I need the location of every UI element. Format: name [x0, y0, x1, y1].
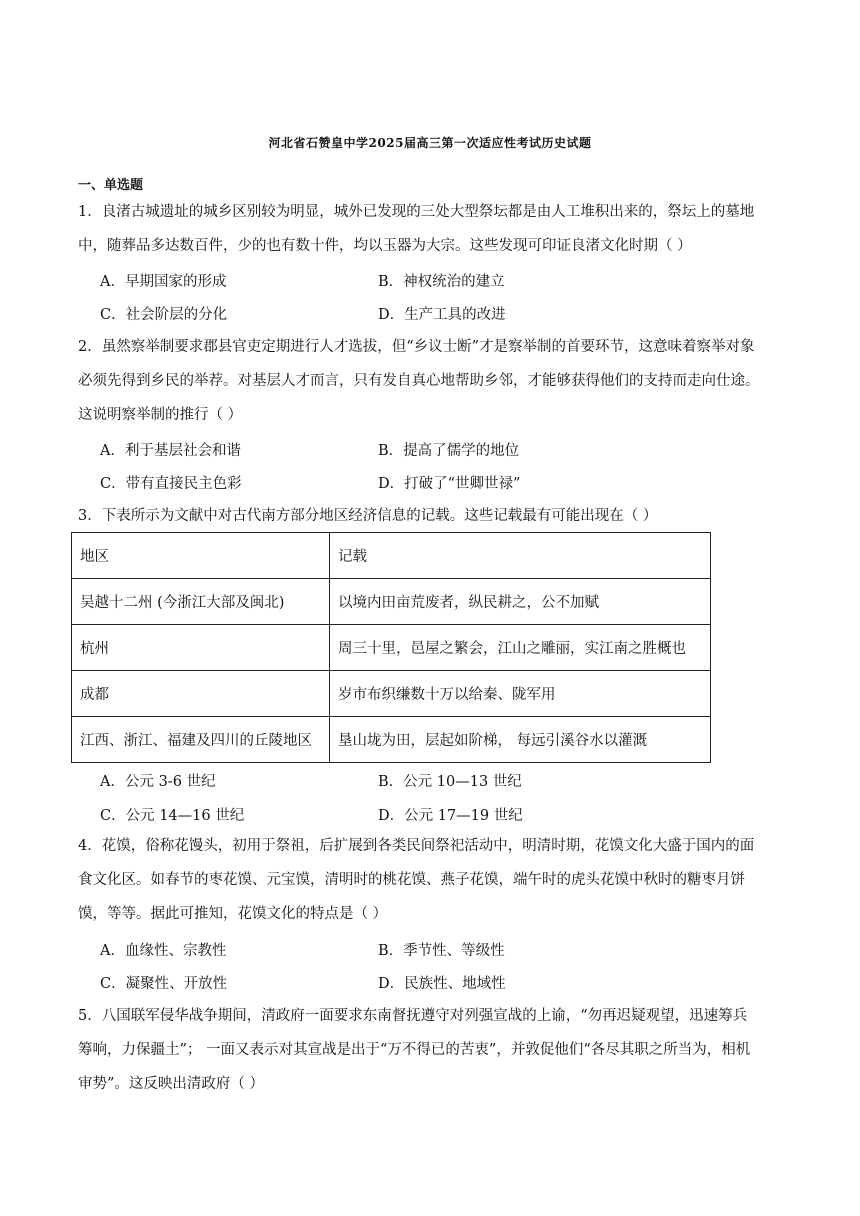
table-cell: 岁市布织缣数十万以给秦、陇军用: [330, 671, 711, 717]
table-header-cell: 记载: [330, 533, 711, 579]
question-3-option-b: B．公元 10—13 世纪: [378, 774, 522, 790]
question-2-option-a: A．利于基层社会和谐: [100, 443, 241, 459]
question-line: 筹响，力保疆土”； 一面又表示对其宣战是出于“万不得已的苦衷”，并敦促他们“各尽其职之所当为，相机: [78, 1042, 751, 1058]
table-row: [72, 717, 711, 763]
question-2-option-b: B．提高了儒学的地位: [378, 443, 520, 459]
table-header-cell: 地区: [72, 533, 330, 579]
table-cell: 以境内田亩荒废者，纵民耕之，公不加赋: [330, 579, 711, 625]
question-line: 这说明察举制的推行（ ）: [78, 407, 243, 423]
question-2-option-c: C．带有直接民主色彩: [100, 476, 242, 492]
table-row: [72, 671, 711, 717]
table-header-row: [72, 533, 711, 579]
table-cell: 周三十里，邑屋之繁会，江山之雕丽，实江南之胜概也: [330, 625, 711, 671]
question-line: 审势”。这反映出清政府（ ）: [78, 1076, 265, 1092]
question-4-option-d: D．民族性、地域性: [378, 976, 506, 992]
question-4-option-a: A．血缘性、宗教性: [100, 943, 227, 959]
question-4-option-b: B．季节性、等级性: [378, 943, 505, 959]
table-row: [72, 625, 711, 671]
question-line: 馍，等等。据此可推知，花馍文化的特点是（ ）: [78, 906, 388, 922]
table-cell: 江西、浙江、福建及四川的丘陵地区: [72, 717, 330, 763]
question-1-option-b: B．神权统治的建立: [378, 274, 505, 290]
question-1-stem: [78, 195, 790, 263]
page-title: 河北省石赞皇中学2025届高三第一次适应性考试历史试题: [268, 136, 592, 150]
table-cell: 吴越十二州 (今浙江大部及闽北): [72, 579, 330, 625]
question-line: 5．八国联军侵华战争期间，清政府一面要求东南督抚遵守对列强宣战的上谕，“勿再迟疑观望，迅速筹兵: [78, 1008, 748, 1024]
table-row: [72, 579, 711, 625]
question-1-option-d: D．生产工具的改进: [378, 307, 506, 323]
question-3-option-a: A．公元 3-6 世纪: [100, 774, 216, 790]
record-table: [71, 532, 711, 763]
section-heading: 一、单选题: [78, 178, 144, 193]
question-4-option-c: C．凝聚性、开放性: [100, 976, 228, 992]
question-1-option-a: A．早期国家的形成: [100, 274, 227, 290]
question-2-stem: [78, 330, 790, 432]
table-cell: 成都: [72, 671, 330, 717]
question-line: 必须先得到乡民的举荐。对基层人才而言，只有发自真心地帮助乡邻，才能够获得他们的支持而走向仕途。: [78, 373, 760, 389]
question-4-stem: [78, 829, 790, 931]
question-2-option-d: D．打破了“世卿世禄”: [378, 476, 521, 492]
question-line: 3．下表所示为文献中对古代南方部分地区经济信息的记载。这些记载最有可能出现在（ ）: [78, 508, 658, 524]
question-line: 食文化区。如春节的枣花馍、元宝馍，清明时的桃花馍、燕子花馍，端午时的虎头花馍中秋时的糖枣月饼: [78, 872, 745, 888]
table-cell: 杭州: [72, 625, 330, 671]
question-1-option-c: C．社会阶层的分化: [100, 307, 228, 323]
table-cell: 垦山垅为田，层起如阶梯， 每远引溪谷水以灌溉: [330, 717, 711, 763]
question-3-option-c: C．公元 14—16 世纪: [100, 808, 245, 824]
question-3-stem: [78, 499, 790, 533]
question-3-option-d: D．公元 17—19 世纪: [378, 808, 523, 824]
question-line: 1．良渚古城遗址的城乡区别较为明显，城外已发现的三处大型祭坛都是由人工堆积出来的，祭坛上的墓地: [78, 204, 755, 220]
question-line: 中，随葬品多达数百件，少的也有数十件，均以玉器为大宗。这些发现可印证良渚文化时期（ ）: [78, 238, 692, 254]
question-line: 4．花馍，俗称花馒头，初用于祭祖，后扩展到各类民间祭祀活动中，明清时期，花馍文化大盛于国内的面: [78, 838, 755, 854]
question-line: 2．虽然察举制要求郡县官吏定期进行人才选拔，但“乡议士断”才是察举制的首要环节，这意味着察举对象: [78, 339, 755, 355]
question-5-stem: [78, 999, 790, 1101]
